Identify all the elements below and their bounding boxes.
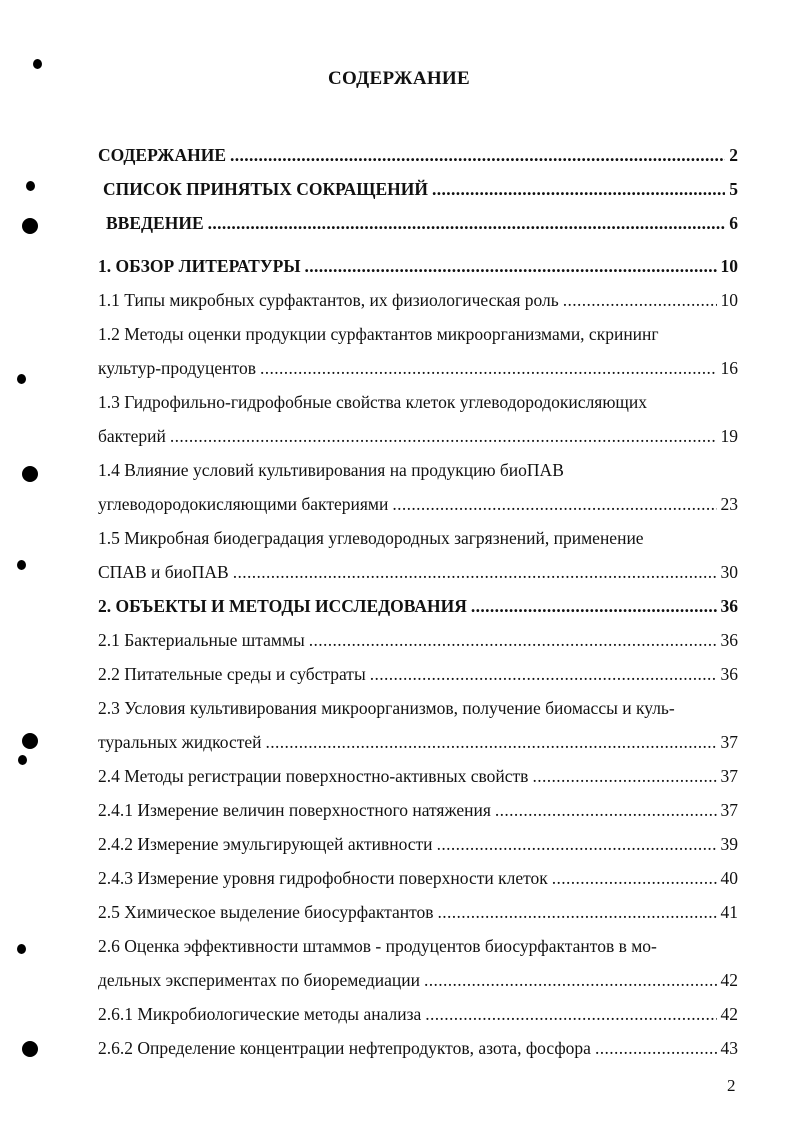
leader-dots bbox=[233, 562, 717, 583]
leader-dots bbox=[563, 290, 717, 311]
toc-entry-text: углеводородокисляющими бактериями bbox=[98, 494, 389, 514]
toc-entry-line: 1.5 Микробная биодеградация углеводородных загрязнений, применение bbox=[98, 528, 644, 548]
leader-dots bbox=[392, 494, 716, 515]
toc-entry-text: 2.4.1 Измерение величин поверхностного натяжения bbox=[98, 800, 491, 820]
leader-dots bbox=[471, 596, 717, 617]
scan-mark bbox=[22, 1041, 38, 1057]
toc-page-number: 39 bbox=[720, 834, 738, 854]
toc-entry-text: дельных экспериментах по биоремедиации bbox=[98, 970, 420, 990]
toc-entry-text: культур-продуцентов bbox=[98, 358, 256, 378]
toc-page-number: 23 bbox=[720, 494, 738, 514]
toc-entry-text: туральных жидкостей bbox=[98, 732, 262, 752]
toc-entry-text: СПИСОК ПРИНЯТЫХ СОКРАЩЕНИЙ bbox=[103, 179, 428, 199]
toc-page-number: 42 bbox=[720, 1004, 738, 1024]
toc-entry-line: 2.6 Оценка эффективности штаммов - продуцентов биосурфактантов в мо- bbox=[98, 936, 657, 956]
toc-entry-text: 2. ОБЪЕКТЫ И МЕТОДЫ ИССЛЕДОВАНИЯ bbox=[98, 596, 467, 616]
toc-entry-text: СОДЕРЖАНИЕ bbox=[98, 145, 227, 165]
toc-entry bbox=[98, 290, 738, 322]
toc-entry bbox=[98, 664, 738, 696]
scan-mark bbox=[17, 374, 26, 384]
leader-dots bbox=[260, 358, 717, 379]
leader-dots bbox=[425, 1004, 716, 1025]
toc-entry-line: 2.3 Условия культивирования микроорганизмов, получение биомассы и куль- bbox=[98, 698, 675, 718]
leader-dots bbox=[495, 800, 717, 821]
toc-entry-line: 1.3 Гидрофильно-гидрофобные свойства клеток углеводородокисляющих bbox=[98, 392, 648, 412]
leader-dots bbox=[438, 902, 717, 923]
toc-entry-text: 2.1 Бактериальные штаммы bbox=[98, 630, 305, 650]
toc-entry-text: 2.2 Питательные среды и субстраты bbox=[98, 664, 366, 684]
toc-page-number: 36 bbox=[720, 596, 738, 616]
leader-dots bbox=[437, 834, 717, 855]
toc-page-number: 2 bbox=[729, 145, 738, 165]
leader-dots bbox=[595, 1038, 717, 1059]
leader-dots bbox=[424, 970, 717, 991]
toc-entry bbox=[98, 970, 738, 1002]
scan-mark bbox=[18, 755, 27, 765]
leader-dots bbox=[170, 426, 717, 447]
toc-entry bbox=[98, 1038, 738, 1070]
leader-dots bbox=[532, 766, 716, 787]
toc-entry bbox=[98, 868, 738, 900]
toc-entry bbox=[98, 256, 738, 288]
leader-dots bbox=[208, 213, 726, 234]
scan-mark bbox=[17, 944, 26, 954]
toc-entry bbox=[98, 358, 738, 390]
toc-entry-text: 2.6.2 Определение концентрации нефтепродуктов, азота, фосфора bbox=[98, 1038, 591, 1058]
toc-page-number: 37 bbox=[720, 732, 738, 752]
toc-entry-text: 2.4.3 Измерение уровня гидрофобности поверхности клеток bbox=[98, 868, 548, 888]
toc-page-number: 37 bbox=[720, 766, 738, 786]
leader-dots bbox=[305, 256, 717, 277]
toc-entry-text: 2.5 Химическое выделение биосурфактантов bbox=[98, 902, 434, 922]
scan-mark bbox=[22, 733, 38, 749]
toc-entry-line: 1.4 Влияние условий культивирования на продукцию биоПАВ bbox=[98, 460, 564, 480]
toc-page-number: 5 bbox=[729, 179, 738, 199]
leader-dots bbox=[552, 868, 717, 889]
toc-entry-text: 1. ОБЗОР ЛИТЕРАТУРЫ bbox=[98, 256, 301, 276]
toc-entry bbox=[98, 834, 738, 866]
toc-page-number: 40 bbox=[720, 868, 738, 888]
toc-entry bbox=[98, 1004, 738, 1036]
toc-entry bbox=[98, 494, 738, 526]
toc-entry bbox=[98, 596, 738, 628]
leader-dots bbox=[230, 145, 725, 166]
scan-mark bbox=[26, 181, 35, 191]
toc-entry-text: бактерий bbox=[98, 426, 166, 446]
toc-entry bbox=[98, 902, 738, 934]
toc-page-number: 43 bbox=[720, 1038, 738, 1058]
toc-entry-line: 1.2 Методы оценки продукции сурфактантов микроорганизмами, скрининг bbox=[98, 324, 659, 344]
toc-entry bbox=[98, 562, 738, 594]
toc-page-number: 42 bbox=[720, 970, 738, 990]
page-number: 2 bbox=[727, 1076, 736, 1095]
page-title: СОДЕРЖАНИЕ bbox=[328, 68, 470, 89]
scan-mark bbox=[22, 466, 38, 482]
toc-page-number: 37 bbox=[720, 800, 738, 820]
toc-entry-text: 1.1 Типы микробных сурфактантов, их физиологическая роль bbox=[98, 290, 559, 310]
leader-dots bbox=[370, 664, 717, 685]
toc-page-number: 30 bbox=[720, 562, 738, 582]
toc-entry bbox=[98, 732, 738, 764]
scan-mark bbox=[22, 218, 38, 234]
leader-dots bbox=[266, 732, 717, 753]
toc-entry-text: СПАВ и биоПАВ bbox=[98, 562, 229, 582]
toc-page-number: 36 bbox=[720, 664, 738, 684]
toc-entry bbox=[106, 213, 738, 245]
toc-entry-text: 2.4.2 Измерение эмульгирующей активности bbox=[98, 834, 433, 854]
toc-page-number: 6 bbox=[729, 213, 738, 233]
toc-page-number: 10 bbox=[720, 290, 738, 310]
toc-entry bbox=[98, 630, 738, 662]
toc-entry-text: 2.4 Методы регистрации поверхностно-активных свойств bbox=[98, 766, 529, 786]
toc-entry bbox=[98, 426, 738, 458]
toc-entry bbox=[103, 179, 738, 211]
toc-page-number: 41 bbox=[720, 902, 738, 922]
scan-mark bbox=[33, 59, 42, 69]
toc-page-number: 10 bbox=[720, 256, 738, 276]
toc-entry bbox=[98, 800, 738, 832]
leader-dots bbox=[309, 630, 717, 651]
toc-entry bbox=[98, 145, 738, 177]
toc-entry-text: 2.6.1 Микробиологические методы анализа bbox=[98, 1004, 422, 1024]
leader-dots bbox=[432, 179, 725, 200]
toc-page-number: 16 bbox=[720, 358, 738, 378]
toc-entry-text: ВВЕДЕНИЕ bbox=[106, 213, 204, 233]
toc-entry bbox=[98, 766, 738, 798]
scan-mark bbox=[17, 560, 26, 570]
toc-page-number: 36 bbox=[720, 630, 738, 650]
toc-page-number: 19 bbox=[720, 426, 738, 446]
